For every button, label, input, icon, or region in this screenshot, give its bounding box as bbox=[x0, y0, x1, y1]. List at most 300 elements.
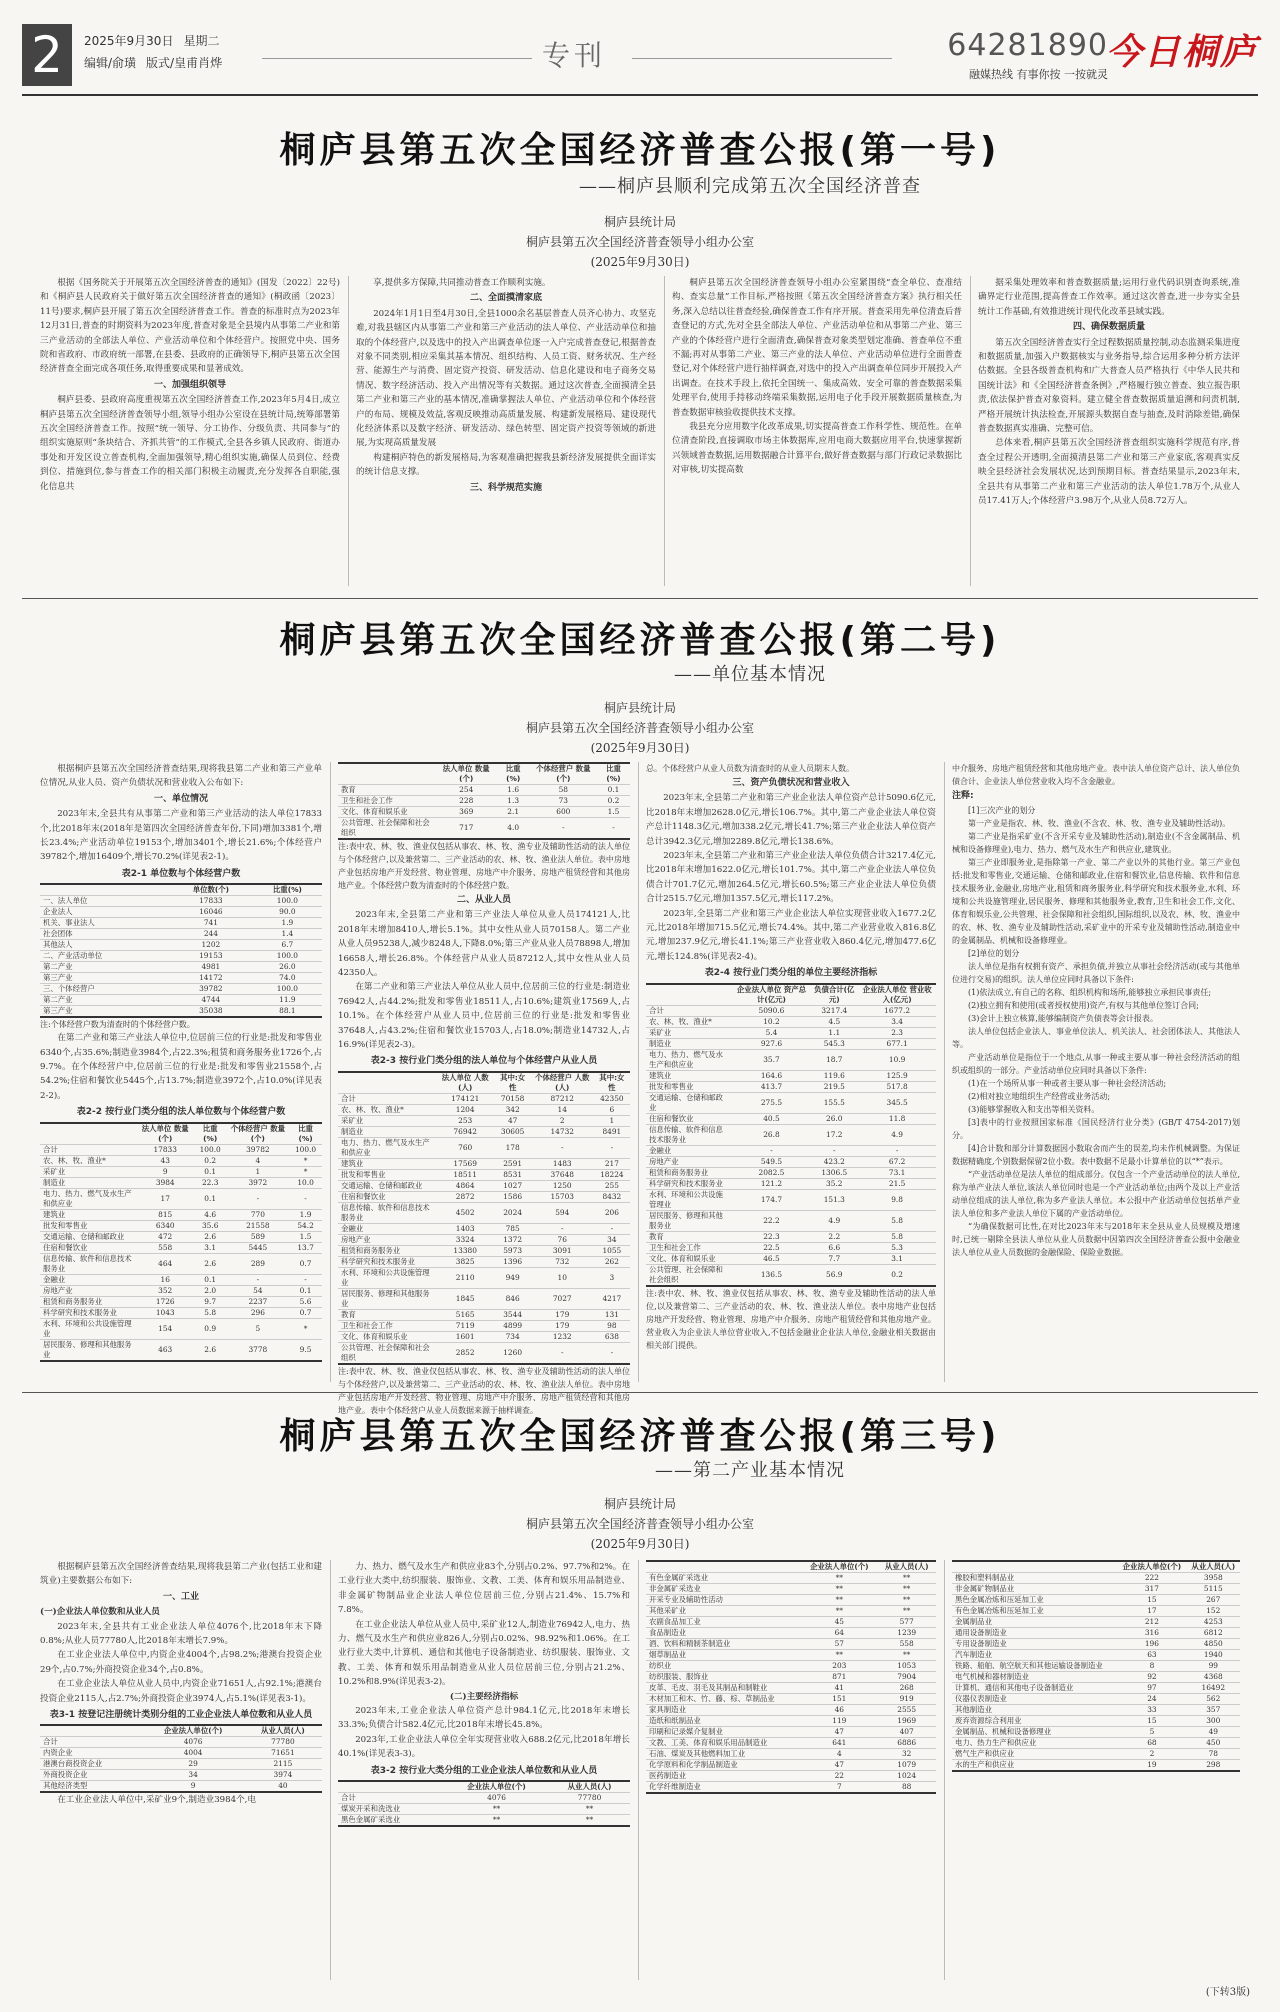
table-cell: 222 bbox=[1117, 1573, 1186, 1584]
table-cell: 4744 bbox=[169, 995, 253, 1006]
table-cell: 2555 bbox=[877, 1705, 936, 1716]
table-cell: ** bbox=[801, 1606, 877, 1617]
hotline-number: 64281890 bbox=[947, 28, 1108, 63]
paragraph: 2023年末,全县第二产业和第三产业企业法人单位资产总计5090.6亿元,比2018年末增加2628.0亿元,增长106.7%。其中,第二产业企业法人单位资产总计1148.3亿元,增加338.2亿元,增长41.7%;第三产业企业法人单位资产总计3942.3亿元,增加2289.8亿元,增长138.6%。 bbox=[646, 793, 936, 847]
bulletin3-issuers bbox=[0, 1494, 1280, 1554]
issuer-office: 桐庐县第五次全国经济普查领导小组办公室 bbox=[525, 721, 754, 735]
table-cell: ** bbox=[877, 1650, 936, 1661]
bulletin2-subtitle: ——单位基本情况 bbox=[674, 664, 826, 685]
table-title: 表2-4 按行业门类分组的单位主要经济指标 bbox=[704, 968, 878, 979]
table-cell: 217 bbox=[594, 1158, 630, 1169]
row-label: 金融业 bbox=[40, 1274, 137, 1285]
table-cell: 40 bbox=[244, 1781, 322, 1793]
table-cell: - bbox=[531, 1342, 594, 1364]
table-cell: 3217.4 bbox=[810, 1005, 858, 1016]
editor-credit: 编辑/俞璜 bbox=[84, 56, 137, 70]
table-row bbox=[646, 1178, 936, 1189]
table-cell: 8 bbox=[1117, 1661, 1186, 1672]
section-heading: 一、加强组织领导 bbox=[153, 379, 226, 390]
row-label: 制造业 bbox=[40, 1177, 137, 1188]
table-cell: 407 bbox=[877, 1727, 936, 1738]
row-label: 酒、饮料和精制茶制造业 bbox=[646, 1639, 801, 1650]
table-cell: 4253 bbox=[1187, 1617, 1240, 1628]
table-note: 注:个体经营户数为清查时的个体经营户数。 bbox=[40, 1020, 195, 1030]
table-header-cell: 个体经营户 人数(人) bbox=[531, 1072, 594, 1094]
table-cell: 206 bbox=[594, 1202, 630, 1223]
table-cell: 919 bbox=[877, 1694, 936, 1705]
table-cell: 558 bbox=[137, 1242, 194, 1253]
table-2-4 bbox=[646, 983, 936, 1287]
table-row bbox=[338, 1191, 630, 1202]
table-cell: 5.8 bbox=[858, 1231, 936, 1242]
table-cell: 275.5 bbox=[733, 1092, 811, 1113]
row-label: 居民服务、修理和其他服务业 bbox=[338, 1288, 436, 1309]
table-cell: 15 bbox=[1117, 1595, 1186, 1606]
table-cell: 413.7 bbox=[733, 1081, 811, 1092]
table-cell: 7904 bbox=[877, 1672, 936, 1683]
table-header-cell bbox=[952, 1561, 1117, 1573]
table-cell: ** bbox=[444, 1804, 549, 1815]
row-label: 教育 bbox=[338, 1309, 436, 1320]
table-cell: 17569 bbox=[436, 1158, 495, 1169]
row-label: 公共管理、社会保障和社会组织 bbox=[646, 1264, 733, 1286]
footnote-item: (2)相对独立地组织生产经营或业务活动; bbox=[968, 1092, 1111, 1102]
row-label: 纺织业 bbox=[646, 1661, 801, 1672]
table-cell: 8432 bbox=[594, 1191, 630, 1202]
table-cell: 815 bbox=[137, 1209, 194, 1220]
table-header-row bbox=[338, 1781, 630, 1793]
bulletin2-column-1 bbox=[40, 762, 322, 1382]
subsection-heading: (一)企业法人单位数和从业人员 bbox=[40, 1607, 160, 1618]
table-row bbox=[338, 796, 630, 807]
table-cell: ** bbox=[801, 1595, 877, 1606]
table-row bbox=[338, 818, 630, 840]
issuer-bureau: 桐庐县统计局 bbox=[603, 701, 676, 715]
row-label: 合计 bbox=[40, 1737, 142, 1748]
row-label: 采矿业 bbox=[40, 1166, 137, 1177]
table-cell: 6.6 bbox=[810, 1242, 858, 1253]
table-header-cell: 比重(%) bbox=[194, 1123, 227, 1145]
table-header-cell: 负债合计(亿元) bbox=[810, 984, 858, 1006]
table-row bbox=[952, 1760, 1240, 1772]
table-cell: 0.2 bbox=[597, 796, 630, 807]
table-row bbox=[40, 1318, 322, 1339]
table-cell: 1079 bbox=[877, 1760, 936, 1771]
table-cell: 15 bbox=[1117, 1716, 1186, 1727]
row-label: 批发和零售业 bbox=[338, 1169, 436, 1180]
paragraph: 总体来看,桐庐县第五次全国经济普查组织实施科学规范有序,普查全过程公开透明,全面摸清县第二产业和第三产业家底,客观真实反映全县经济社会发展状况,达到预期目标。普查结果显示,2023年末,全县共有从事第二产业和第三产业活动的法人单位1.78万个,从业人员17.41万人;个体经营户3.98万个,从业人员8.72万人。 bbox=[978, 438, 1240, 507]
table-cell: 253 bbox=[436, 1115, 495, 1126]
paragraph: 力、热力、燃气及水生产和供应业83个,分别占0.2%、97.7%和2%。在工业行业大类中,纺织服装、服饰业、文教、工美、体育和娱乐用品制造业、非金属矿物制品业企业法人单位位居前三位,分别占21.4%、15.7%和7.8%。 bbox=[338, 1562, 630, 1616]
paragraph: 根据桐庐县第五次全国经济普查结果,现将我县第二产业(包括工业和建筑业)主要数据公布如下: bbox=[40, 1562, 322, 1587]
row-label: 黑色金属冶炼和压延加工业 bbox=[952, 1595, 1117, 1606]
table-row bbox=[646, 1672, 936, 1683]
table-cell: 41 bbox=[801, 1683, 877, 1694]
table-cell: 770 bbox=[227, 1209, 289, 1220]
table-row bbox=[338, 1288, 630, 1309]
footnote-item: [3]表中的行业按照国家标准《国民经济行业分类》(GB/T 4754-2017)划分。 bbox=[952, 1118, 1240, 1141]
row-label: 食品制造业 bbox=[646, 1628, 801, 1639]
table-cell: 342 bbox=[495, 1104, 531, 1115]
table-row bbox=[40, 1188, 322, 1209]
table-row bbox=[646, 1661, 936, 1672]
bulletin1-date: (2025年9月30日) bbox=[590, 255, 690, 269]
table-row bbox=[952, 1617, 1240, 1628]
table-cell: 19153 bbox=[169, 951, 253, 962]
table-row bbox=[646, 1749, 936, 1760]
table-row bbox=[338, 1115, 630, 1126]
row-label: 第三产业 bbox=[40, 1006, 169, 1018]
row-label: 制造业 bbox=[338, 1126, 436, 1137]
bulletin3-date: (2025年9月30日) bbox=[590, 1537, 690, 1551]
table-row bbox=[952, 1639, 1240, 1650]
table-row bbox=[338, 1169, 630, 1180]
table-cell: 39782 bbox=[169, 984, 253, 995]
table-cell: 179 bbox=[531, 1320, 594, 1331]
table-header-cell: 比重(%) bbox=[497, 763, 530, 785]
table-cell: - bbox=[810, 1145, 858, 1156]
table-cell: ** bbox=[444, 1815, 549, 1827]
table-cell: 88 bbox=[877, 1782, 936, 1794]
table-title: 表3-1 按登记注册统计类别分组的工业企业法人单位数和从业人员 bbox=[49, 1710, 313, 1721]
table-cell: 741 bbox=[169, 918, 253, 929]
table-row bbox=[40, 995, 322, 1006]
row-label: 文化、体育和娱乐业 bbox=[338, 807, 436, 818]
table-cell: 2 bbox=[531, 1115, 594, 1126]
table-cell: 67.2 bbox=[858, 1156, 936, 1167]
footnote-item: 第二产业是指采矿业(不含开采专业及辅助性活动),制造业(不含金属制品、机械和设备修理业),电力、热力、燃气及水生产和供应业,建筑业。 bbox=[952, 832, 1240, 855]
row-label: 计算机、通信和其他电子设备制造业 bbox=[952, 1683, 1117, 1694]
masthead bbox=[22, 24, 1258, 96]
row-label: 居民服务、修理和其他服务业 bbox=[40, 1339, 137, 1361]
row-label: 住宿和餐饮业 bbox=[40, 1242, 137, 1253]
table-cell: 32 bbox=[877, 1749, 936, 1760]
table-cell: 18.7 bbox=[810, 1049, 858, 1070]
table-row bbox=[952, 1694, 1240, 1705]
column-rule bbox=[348, 276, 349, 586]
table-row bbox=[338, 1815, 630, 1827]
table-cell: 47 bbox=[801, 1727, 877, 1738]
row-label: 其他经济类型 bbox=[40, 1781, 142, 1793]
table-cell: 2110 bbox=[436, 1267, 495, 1288]
table-row bbox=[40, 907, 322, 918]
row-label: 电力、热力、燃气及水生产和供应业 bbox=[646, 1049, 733, 1070]
row-label: 批发和零售业 bbox=[40, 1220, 137, 1231]
table-header-cell: 单位数(个) bbox=[169, 884, 253, 896]
table-cell: 8491 bbox=[594, 1126, 630, 1137]
table-cell: 760 bbox=[436, 1137, 495, 1158]
table-cell: 594 bbox=[531, 1202, 594, 1223]
table-row bbox=[646, 1145, 936, 1156]
bulletin3-title: 桐庐县第五次全国经济普查公报(第三号) bbox=[279, 1416, 1001, 1457]
paragraph: 在第二产业和第三产业法人单位中,位居前三位的行业是:批发和零售业6340个,占35.6%;制造业3984个,占22.3%;租赁和商务服务业1726个,占9.7%。在个体经营户中,位居前三位的行业是:批发和零售业21558个,占54.2%;住宿和餐饮业5445个,占13.7%;制造业3972个,占10.0%(详见表2-2)。 bbox=[40, 1033, 322, 1101]
table-cell: 33 bbox=[1117, 1705, 1186, 1716]
row-label: 公共管理、社会保障和社会组织 bbox=[338, 1342, 436, 1364]
table-header-row bbox=[952, 1561, 1240, 1573]
column-rule bbox=[330, 1560, 331, 1980]
section-name: 专刊 bbox=[542, 39, 607, 72]
table-row bbox=[338, 807, 630, 818]
row-label: 电力、热力生产和供应业 bbox=[952, 1738, 1117, 1749]
issuer-bureau: 桐庐县统计局 bbox=[603, 1497, 676, 1511]
table-row bbox=[646, 1167, 936, 1178]
table-cell: 47 bbox=[495, 1115, 531, 1126]
table-note: 注:表中农、林、牧、渔业仅包括从事农、林、牧、渔专业及辅助性活动的法人单位与个体经营户,以及兼营第二、三产业活动的农、林、牧、渔业法人单位。表中房地产业包括房地产开发经营、物业管理、房地产中介服务、房地产租赁经营和其他房地产业。个体经营户数为清查时的个体经营户数。 bbox=[338, 842, 630, 890]
table-cell: 196 bbox=[1117, 1639, 1186, 1650]
table-cell: 46 bbox=[801, 1705, 877, 1716]
table-cell: 0.1 bbox=[194, 1166, 227, 1177]
table-row bbox=[40, 1144, 322, 1155]
table-cell: 1260 bbox=[495, 1342, 531, 1364]
table-cell: 71651 bbox=[244, 1748, 322, 1759]
table-cell: - bbox=[289, 1188, 322, 1209]
table-row bbox=[646, 1650, 936, 1661]
table-cell: 125.9 bbox=[858, 1070, 936, 1081]
table-cell: - bbox=[858, 1145, 936, 1156]
table-cell: 267 bbox=[1187, 1595, 1240, 1606]
table-cell: 14732 bbox=[531, 1126, 594, 1137]
table-cell: 1024 bbox=[877, 1771, 936, 1782]
table-cell: 219.5 bbox=[810, 1081, 858, 1092]
table-cell: - bbox=[227, 1274, 289, 1285]
table-cell: 100.0 bbox=[253, 896, 322, 907]
row-label: 文化、体育和娱乐业 bbox=[646, 1253, 733, 1264]
table-header-cell: 其中:女性 bbox=[495, 1072, 531, 1094]
table-row bbox=[952, 1705, 1240, 1716]
table-header-cell: 其中:女性 bbox=[594, 1072, 630, 1094]
table-cell: 15703 bbox=[531, 1191, 594, 1202]
footnote-item: (2)独立拥有和使用(或者授权使用)资产,有权与其他单位签订合同; bbox=[968, 1001, 1199, 1011]
row-label: 住宿和餐饮业 bbox=[338, 1191, 436, 1202]
row-label: 有色金属矿采选业 bbox=[646, 1573, 801, 1584]
table-row bbox=[338, 1223, 630, 1234]
table-cell: 785 bbox=[495, 1223, 531, 1234]
table-row bbox=[338, 1202, 630, 1223]
table-cell: 1.5 bbox=[597, 807, 630, 818]
table-header-cell: 企业法人单位(个) bbox=[142, 1725, 243, 1737]
table-cell: 10.9 bbox=[858, 1049, 936, 1070]
table-cell: 18511 bbox=[436, 1169, 495, 1180]
row-label: 有色金属冶炼和压延加工业 bbox=[952, 1606, 1117, 1617]
table-row bbox=[646, 1716, 936, 1727]
table-row bbox=[40, 1285, 322, 1296]
table-cell: 4.0 bbox=[497, 818, 530, 840]
table-header-cell: 法人单位 数量(个) bbox=[436, 763, 497, 785]
table-3-2-continued-2 bbox=[952, 1560, 1240, 1772]
table-cell: 7 bbox=[801, 1782, 877, 1794]
table-cell: 21.5 bbox=[858, 1178, 936, 1189]
table-cell: 3324 bbox=[436, 1234, 495, 1245]
table-cell: 100.0 bbox=[194, 1144, 227, 1155]
table-cell: 1306.5 bbox=[810, 1167, 858, 1178]
row-label: 教育 bbox=[646, 1231, 733, 1242]
table-cell: 4.5 bbox=[810, 1016, 858, 1027]
row-label: 其他法人 bbox=[40, 940, 169, 951]
section-heading: 二、从业人员 bbox=[456, 895, 511, 905]
bulletin3-column-3 bbox=[646, 1560, 936, 1980]
table-cell: 5115 bbox=[1187, 1584, 1240, 1595]
table-cell: 262 bbox=[594, 1256, 630, 1267]
bulletin3-column-1 bbox=[40, 1560, 322, 1980]
row-label: 租赁和商务服务业 bbox=[338, 1245, 436, 1256]
table-cell: 4.6 bbox=[194, 1209, 227, 1220]
table-cell: 3974 bbox=[244, 1770, 322, 1781]
table-row bbox=[952, 1672, 1240, 1683]
row-label: 医药制造业 bbox=[646, 1771, 801, 1782]
table-cell: 4 bbox=[801, 1749, 877, 1760]
table-cell: 3984 bbox=[137, 1177, 194, 1188]
table-row bbox=[338, 1245, 630, 1256]
section-heading: 三、资产负债状况和营业收入 bbox=[732, 778, 850, 788]
table-row bbox=[338, 1320, 630, 1331]
table-3-1 bbox=[40, 1724, 322, 1793]
continued-on-page-3: (下转3版) bbox=[1205, 1987, 1250, 1998]
table-row bbox=[646, 1092, 936, 1113]
row-label: 一、法人单位 bbox=[40, 896, 169, 907]
table-cell: 45 bbox=[801, 1617, 877, 1628]
table-header-cell bbox=[338, 763, 436, 785]
table-cell: 472 bbox=[137, 1231, 194, 1242]
table-cell: 1204 bbox=[436, 1104, 495, 1115]
table-cell: 4076 bbox=[444, 1793, 549, 1804]
table-cell: 77780 bbox=[244, 1737, 322, 1748]
table-row bbox=[646, 1049, 936, 1070]
table-cell: 179 bbox=[531, 1309, 594, 1320]
table-cell: 13.7 bbox=[289, 1242, 322, 1253]
table-row bbox=[40, 940, 322, 951]
table-cell: 1055 bbox=[594, 1245, 630, 1256]
table-cell: 1 bbox=[227, 1166, 289, 1177]
table-cell: 17 bbox=[137, 1188, 194, 1209]
row-label: 燃气生产和供应业 bbox=[952, 1749, 1117, 1760]
table-row bbox=[338, 1137, 630, 1158]
row-label: 外商投资企业 bbox=[40, 1770, 142, 1781]
row-label: 教育 bbox=[338, 785, 436, 796]
bulletin2-issuers bbox=[0, 698, 1280, 758]
bulletin1-column-2 bbox=[356, 276, 656, 588]
table-row bbox=[646, 1242, 936, 1253]
table-cell: 1232 bbox=[531, 1331, 594, 1342]
footnote-item: “产业活动单位是法人单位的组成部分。仅包含一个产业活动单位的法人单位,称为单产业法人单位,该法人单位同时也是一个产业活动单位;由两个及以上产业活动单位组成的法人单位,称为多产业法人单位。本公报中产业活动单位包括单产业法人单位和多产业法人单位下属的产业活动单位。 bbox=[952, 1170, 1240, 1219]
table-cell: 296 bbox=[227, 1307, 289, 1318]
table-cell: 4368 bbox=[1187, 1672, 1240, 1683]
bulletin1-column-3 bbox=[672, 276, 962, 588]
table-cell: 1372 bbox=[495, 1234, 531, 1245]
table-cell: 40.5 bbox=[733, 1113, 811, 1124]
table-cell: 6886 bbox=[877, 1738, 936, 1749]
section-divider-right bbox=[632, 58, 892, 59]
table-cell: 73 bbox=[530, 796, 597, 807]
table-header-cell: 从业人员(人) bbox=[877, 1561, 936, 1573]
table-row bbox=[338, 785, 630, 796]
table-cell: 1586 bbox=[495, 1191, 531, 1202]
table-row bbox=[40, 1274, 322, 1285]
table-cell: 1.9 bbox=[289, 1209, 322, 1220]
table-cell: 5.8 bbox=[194, 1307, 227, 1318]
table-cell: 24 bbox=[1117, 1694, 1186, 1705]
table-cell: 22 bbox=[801, 1771, 877, 1782]
paragraph: 2023年,工业企业法人单位全年实现营业收入688.2亿元,比2018年增长40.1%(详见表3-3)。 bbox=[338, 1734, 630, 1760]
table-row bbox=[952, 1661, 1240, 1672]
table-cell: 545.3 bbox=[810, 1038, 858, 1049]
row-label: 港澳台商投资企业 bbox=[40, 1759, 142, 1770]
table-cell: 155.5 bbox=[810, 1092, 858, 1113]
section-heading: 一、单位情况 bbox=[153, 793, 208, 804]
footnote-item: 法人单位包括企业法人、事业单位法人、机关法人、社会团体法人、其他法人等。 bbox=[952, 1027, 1240, 1050]
column-rule bbox=[330, 762, 331, 1382]
table-row bbox=[40, 1242, 322, 1253]
bulletin1-column-1 bbox=[40, 276, 340, 588]
table-cell: 100.0 bbox=[289, 1144, 322, 1155]
table-row bbox=[338, 1331, 630, 1342]
row-label: 金属制品、机械和设备修理业 bbox=[952, 1727, 1117, 1738]
table-row bbox=[40, 1339, 322, 1361]
table-cell: 6340 bbox=[137, 1220, 194, 1231]
table-cell: 1202 bbox=[169, 940, 253, 951]
paragraph: 第五次全国经济普查实行全过程数据质量控制,动态监测采集进度和数据质量,加强入户数据核实与业务指导,综合运用多种分析方法评估数据。全县各级普查机构和广大普查人员严格执行《中华人民共和国统计法》和《全国经济普查条例》,严格履行独立普查、独立报告职责,依法保护普查对象资料。建立健全普查数据质量追溯和问责机制,严格开展统计执法检查,开展源头数据自查与抽查,及时消除差错,确保普查数据真实准确、完整可信。 bbox=[978, 337, 1240, 435]
table-cell: 549.5 bbox=[733, 1156, 811, 1167]
row-label: 电力、热力、燃气及水生产和供应业 bbox=[40, 1188, 137, 1209]
row-label: 皮革、毛皮、羽毛及其制品和制鞋业 bbox=[646, 1683, 801, 1694]
bulletin2-date: (2025年9月30日) bbox=[590, 741, 690, 755]
table-cell: 121.2 bbox=[733, 1178, 811, 1189]
table-cell: 1 bbox=[594, 1115, 630, 1126]
row-label: 卫生和社会工作 bbox=[338, 1320, 436, 1331]
table-title: 表2-1 单位数与个体经营户数 bbox=[121, 868, 241, 879]
table-cell: 119.6 bbox=[810, 1070, 858, 1081]
row-label: 合计 bbox=[646, 1005, 733, 1016]
table-row bbox=[646, 1573, 936, 1584]
row-label: 合计 bbox=[40, 1144, 137, 1155]
table-cell: 17833 bbox=[169, 896, 253, 907]
table-row bbox=[40, 962, 322, 973]
table-2-1 bbox=[40, 883, 322, 1018]
table-cell: 7027 bbox=[531, 1288, 594, 1309]
table-row bbox=[646, 1264, 936, 1286]
row-label: 住宿和餐饮业 bbox=[646, 1113, 733, 1124]
table-cell: 8531 bbox=[495, 1169, 531, 1180]
table-cell: 68 bbox=[1117, 1738, 1186, 1749]
footnotes-list bbox=[952, 804, 1240, 1259]
table-cell: 39782 bbox=[227, 1144, 289, 1155]
table-row bbox=[338, 1158, 630, 1169]
table-cell: 10 bbox=[531, 1267, 594, 1288]
row-label: 卫生和社会工作 bbox=[338, 796, 436, 807]
table-row bbox=[338, 1267, 630, 1288]
row-label: 开采专业及辅助性活动 bbox=[646, 1595, 801, 1606]
paragraph: 桐庐县委、县政府高度重视第五次全国经济普查工作,2023年5月4日,成立桐庐县第五次全国经济普查领导小组,领导小组办公室设在县统计局,统筹部署第五次全国经济普查工作。按照“统一领导、分工协作、分级负责、共同参与”的组织实施原则“条块结合、齐抓共管”的工作模式,全县各乡镇人民政府、街道办事处和开发区设立普查机构,全面加强领导,精心组织实施,确保人员到位、经费到位、措施到位,参与普查工作的相关部门积极主动履责,充分发挥各自职能,强化信息共 bbox=[40, 395, 340, 492]
table-cell: 2115 bbox=[244, 1759, 322, 1770]
table-cell: 2.3 bbox=[858, 1027, 936, 1038]
row-label: 文教、工美、体育和娱乐用品制造业 bbox=[646, 1738, 801, 1749]
table-cell: 1.5 bbox=[289, 1231, 322, 1242]
table-cell: 37648 bbox=[531, 1169, 594, 1180]
table-cell: 14 bbox=[531, 1104, 594, 1115]
table-cell: ** bbox=[877, 1573, 936, 1584]
table-cell: - bbox=[289, 1274, 322, 1285]
paragraph: 2023年末,全县第二产业和第三产业企业法人单位负债合计3217.4亿元,比2018年末增加1622.0亿元,增长101.7%。其中,第二产业企业法人单位负债合计701.7亿元,增加264.5亿元,增长60.5%;第三产业企业法人单位负债合计2515.7亿元,增加1357.5亿元,增长117.2%。 bbox=[646, 851, 936, 905]
table-cell: - bbox=[227, 1188, 289, 1209]
table-cell: 17.2 bbox=[810, 1124, 858, 1145]
table-row bbox=[338, 1093, 630, 1104]
paragraph: 享,提供多方保障,共同推动普查工作顺利实施。 bbox=[373, 278, 551, 288]
table-row bbox=[646, 1628, 936, 1639]
row-label: 农、林、牧、渔业* bbox=[646, 1016, 733, 1027]
table-cell: 35.6 bbox=[194, 1220, 227, 1231]
table-cell: 562 bbox=[1187, 1694, 1240, 1705]
row-label: 建筑业 bbox=[338, 1158, 436, 1169]
table-cell: 9 bbox=[142, 1781, 243, 1793]
